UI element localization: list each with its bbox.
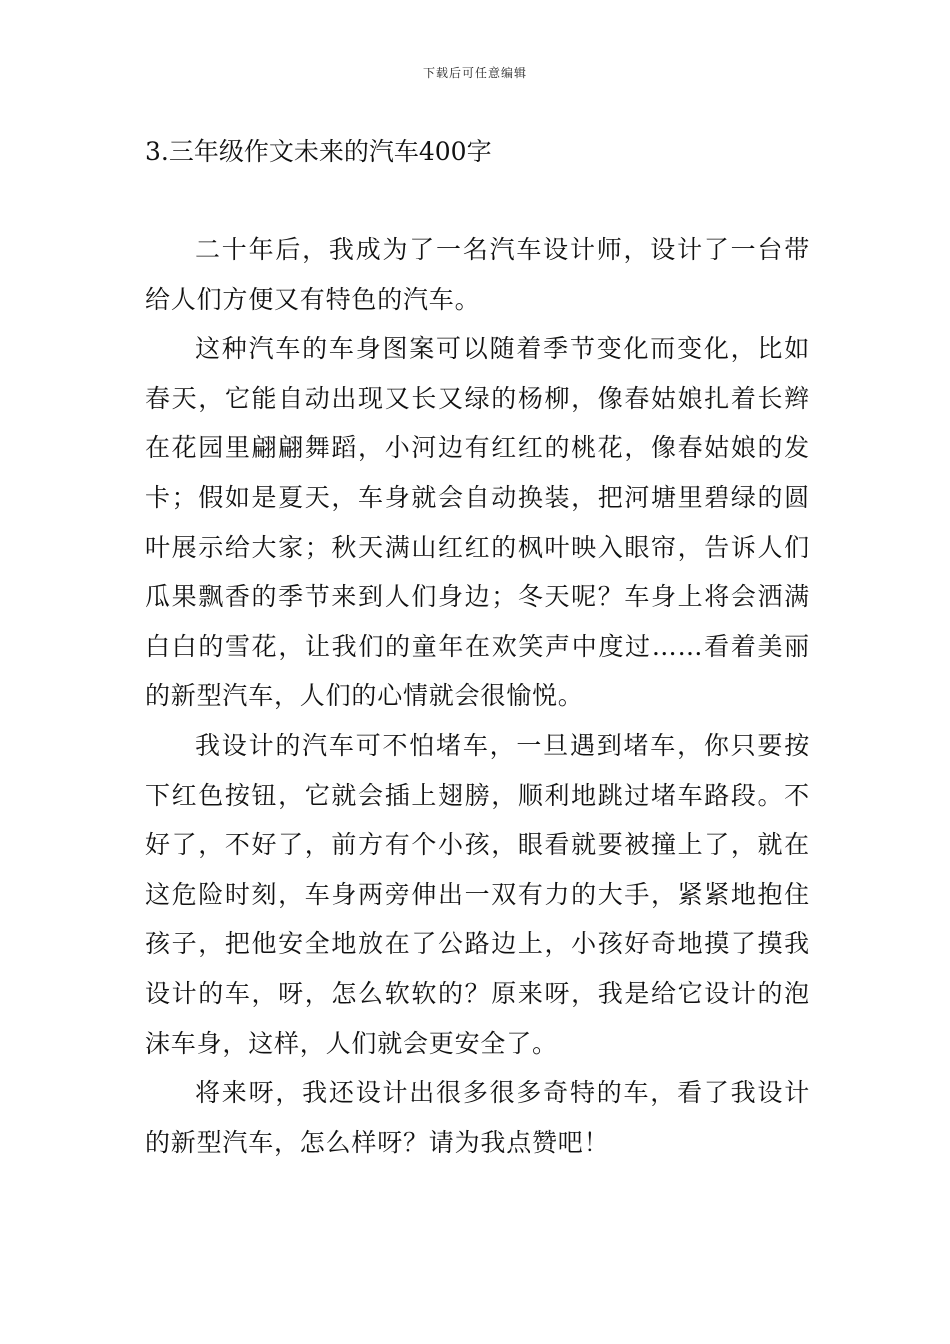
- page-header-note: 下载后可任意编辑: [422, 66, 527, 80]
- essay-paragraph: 二十年后，我成为了一名汽车设计师，设计了一台带给人们方便又有特色的汽车。: [145, 235, 810, 314]
- essay-paragraph: 这种汽车的车身图案可以随着季节变化而变化，比如春天，它能自动出现又长又绿的杨柳，像春姑娘扎着长辫在花园里翩翩舞蹈，小河边有红红的桃花，像春姑娘的发卡；假如是夏天，车身就会自动换装，把河塘里碧绿的圆叶展示给大家；秋天满山红红的枫叶映入眼帘，告诉人们瓜果飘香的季节来到人们身边；冬天呢？车身上将会洒满白白的雪花，让我们的童年在欢笑声中度过……看着美丽的新型汽车，人们的心情就会很愉悦。: [145, 334, 810, 711]
- essay-body: [145, 225, 810, 1167]
- essay-title: 3.三年级作文未来的汽车400字: [145, 137, 492, 166]
- essay-paragraph: 我设计的汽车可不怕堵车，一旦遇到堵车，你只要按下红色按钮，它就会插上翅膀，顺利地跳过堵车路段。不好了，不好了，前方有个小孩，眼看就要被撞上了，就在这危险时刻，车身两旁伸出一双有力的大手，紧紧地抱住孩子，把他安全地放在了公路边上，小孩好奇地摸了摸我设计的车，呀，怎么软软的？原来呀，我是给它设计的泡沫车身，这样，人们就会更安全了。: [145, 730, 810, 1058]
- essay-paragraph: 将来呀，我还设计出很多很多奇特的车，看了我设计的新型汽车，怎么样呀？请为我点赞吧！: [145, 1078, 810, 1157]
